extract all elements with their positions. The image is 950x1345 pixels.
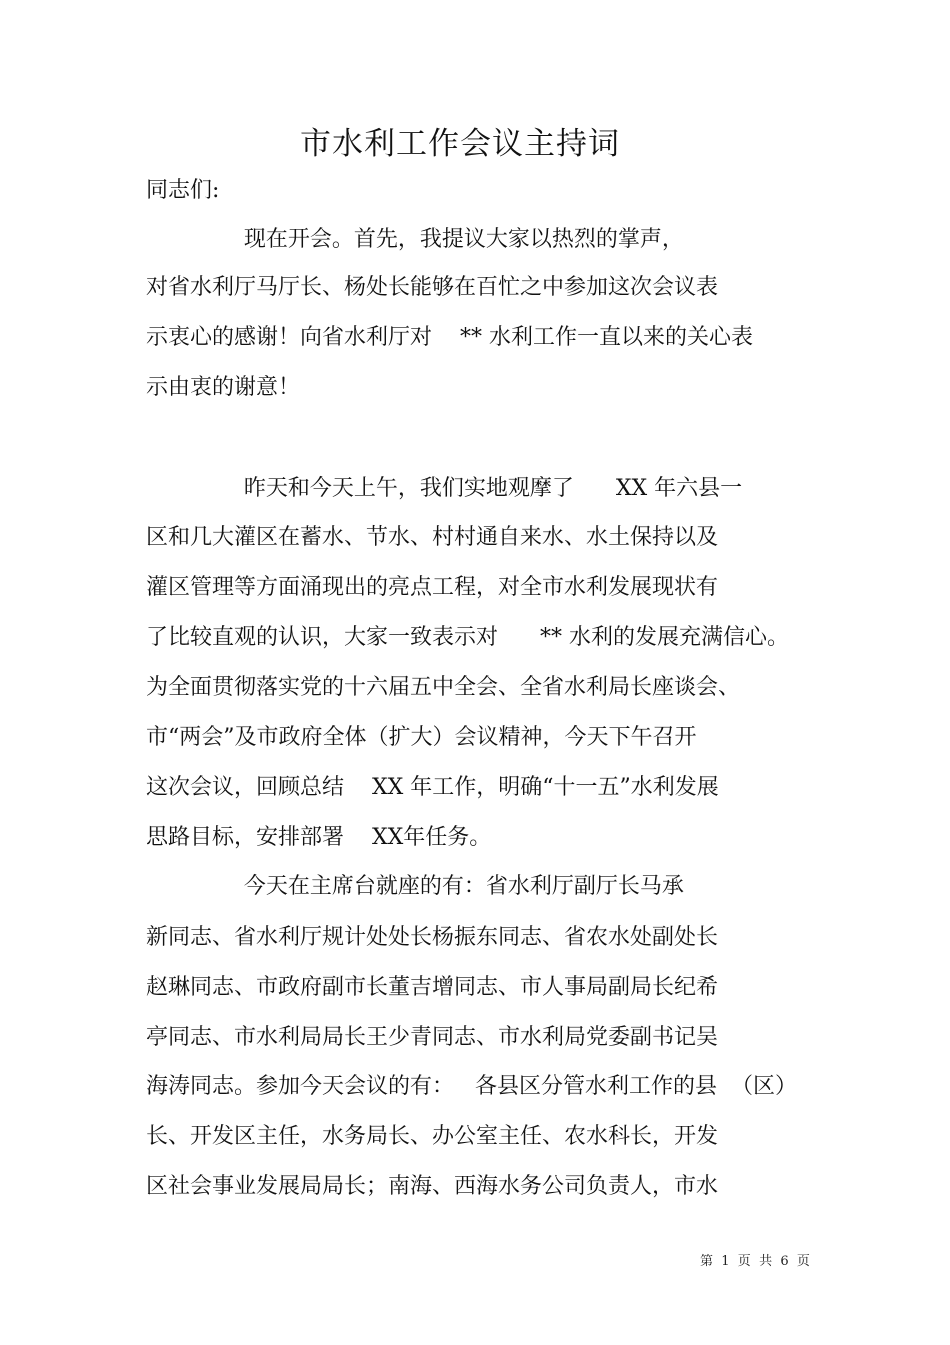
paragraph-line: 了比较直观的认识，大家一致表示对 ** 水利的发展充满信心。 (146, 625, 789, 650)
paragraph-line: 今天在主席台就座的有：省水利厅副厅长马承 (146, 874, 684, 899)
paragraph-line: 灌区管理等方面涌现出的亮点工程，对全市水利发展现状有 (146, 575, 719, 600)
paragraph-line: 长、开发区主任，水务局长、办公室主任、农水科长，开发 (146, 1124, 719, 1149)
page-footer: 第 1 页 共 6 页 (700, 1254, 810, 1269)
paragraph-line: 市“两会”及市政府全体（扩大）会议精神，今天下午召开 (146, 725, 697, 750)
paragraph-line: 示衷心的感谢！向省水利厅对 ** 水利工作一直以来的关心表 (146, 325, 753, 350)
paragraph-line: 对省水利厅马厅长、杨处长能够在百忙之中参加这次会议表 (146, 275, 719, 300)
paragraph-line: 昨天和今天上午，我们实地观摩了 XX 年六县一 (146, 476, 743, 501)
paragraph-line: 新同志、省水利厅规计处处长杨振东同志、省农水处副处长 (146, 925, 719, 950)
page-title: 市水利工作会议主持词 (300, 126, 620, 162)
paragraph-line: 为全面贯彻落实党的十六届五中全会、全省水利局长座谈会、 (146, 675, 741, 700)
paragraph-line: 区社会事业发展局局长；南海、西海水务公司负责人，市水 (146, 1174, 719, 1199)
paragraph-line: 亭同志、市水利局局长王少青同志、市水利局党委副书记吴 (146, 1025, 719, 1050)
paragraph-line: 区和几大灌区在蓄水、节水、村村通自来水、水土保持以及 (146, 525, 719, 550)
paragraph-line: 海涛同志。参加今天会议的有： 各县区分管水利工作的县 （区） (146, 1074, 797, 1099)
paragraph-line: 这次会议，回顾总结 XX 年工作，明确“十一五”水利发展 (146, 775, 719, 800)
paragraph-line: 现在开会。首先，我提议大家以热烈的掌声， (146, 227, 684, 252)
salutation: 同志们: (146, 178, 220, 203)
paragraph-line: 示由衷的谢意！ (146, 375, 301, 400)
paragraph-line: 思路目标，安排部署 XX年任务。 (146, 825, 492, 850)
paragraph-line: 赵琳同志、市政府副市长董吉增同志、市人事局副局长纪希 (146, 975, 719, 1000)
